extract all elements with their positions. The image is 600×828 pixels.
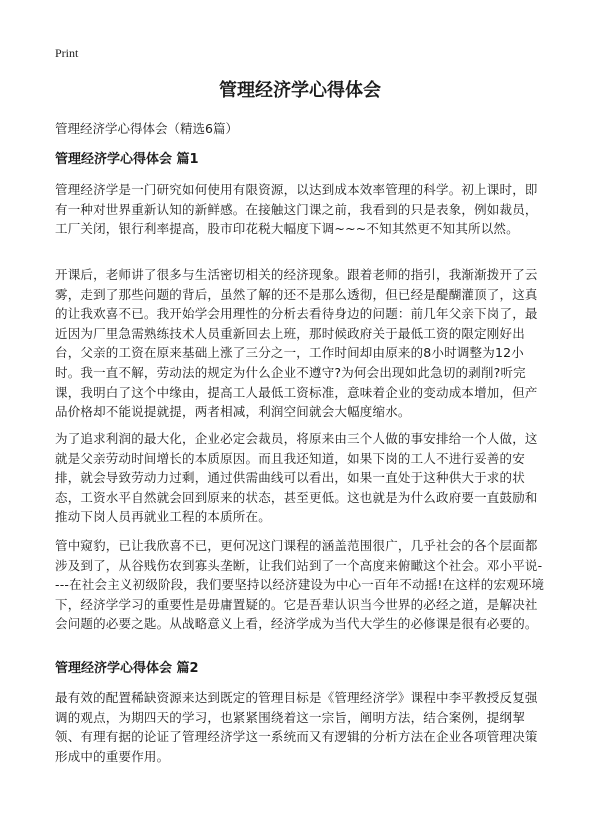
section-heading-2: 管理经济学心得体会 篇2 (55, 661, 199, 676)
paragraph-1-3: 为了追求利润的最大化，企业必定会裁员，将原来由三个人做的事安排给一个人做，这就是父亲劳动时间增长的本质原因。而且我还知道，如果下岗的工人不进行妥善的安排，就会导致劳动力过剩，通过供需曲线可以看出，如果一直处于这种供大于求的状态，工资水平自然就会回到原来的状态，甚至更低。这也就是为什么政府要一直鼓励和推动下岗人员再就业工程的本质所在。 (55, 431, 538, 525)
paragraph-2-1: 最有效的配置稀缺资源来达到既定的管理目标是《管理经济学》课程中李平教授反复强调的观点，为期四天的学习，也紧紧围绕着这一宗旨，阐明方法，结合案例，提纲挈领、有理有据的论证了管理经济学这一系统而又有逻辑的分析方法在企业各项管理决策形成中的重要作用。 (55, 690, 538, 764)
document-subtitle: 管理经济学心得体会（精选6篇） (55, 121, 238, 136)
page-title: 管理经济学心得体会 (219, 80, 381, 101)
paragraph-1-4: 管中窥豹，已让我欣喜不已，更何况这门课程的涵盖范围很广，几乎社会的各个层面都涉及到了，从谷贱伤农到寡头垄断，让我们站到了一个高度来俯瞰这个社会。邓小平说----在社会主义初级阶段，我们要坚持以经济建设为中心一百年不动摇!在这样的宏观环境下，经济学学习的重要性是毋庸置疑的。它是吾辈认识当今世界的必经之道，是解决社会问题的必要之匙。从战略意义上看，经济学成为当代大学生的必修课是很有必要的。 (55, 538, 545, 632)
print-link[interactable]: Print (55, 46, 79, 60)
paragraph-1-1: 管理经济学是一门研究如何使用有限资源，以达到成本效率管理的科学。初上课时，即有一种对世界重新认知的新鲜感。在接触这门课之前，我看到的只是表象，例如裁员，工厂关闭，银行利率提高，股市印花税大幅度下调~~~不知其然更不知其所以然。 (55, 182, 538, 237)
section-heading-1: 管理经济学心得体会 篇1 (55, 152, 199, 167)
paragraph-1-2: 开课后，老师讲了很多与生活密切相关的经济现象。跟着老师的指引，我渐渐拨开了云雾，走到了那些问题的背后，虽然了解的还不是那么透彻，但已经是醍醐灌顶了，这真的让我欢喜不已。我开始学会用理性的分析去看待身边的问题：前几年父亲下岗了，最近因为厂里急需熟练技术人员重新回去上班，那时候政府关于最低工资的限定刚好出台，父亲的工资在原来基础上涨了三分之一，工作时间却由原来的8小时调整为12小时。我一直不解，劳动法的规定为什么企业不遵守?为何会出现如此急切的剥削?听完课，我明白了这个中缘由，提高工人最低工资标准，意味着企业的变动成本增加，但产品价格却不能说提就提，两者相减，利润空间就会大幅度缩水。 (55, 267, 538, 420)
